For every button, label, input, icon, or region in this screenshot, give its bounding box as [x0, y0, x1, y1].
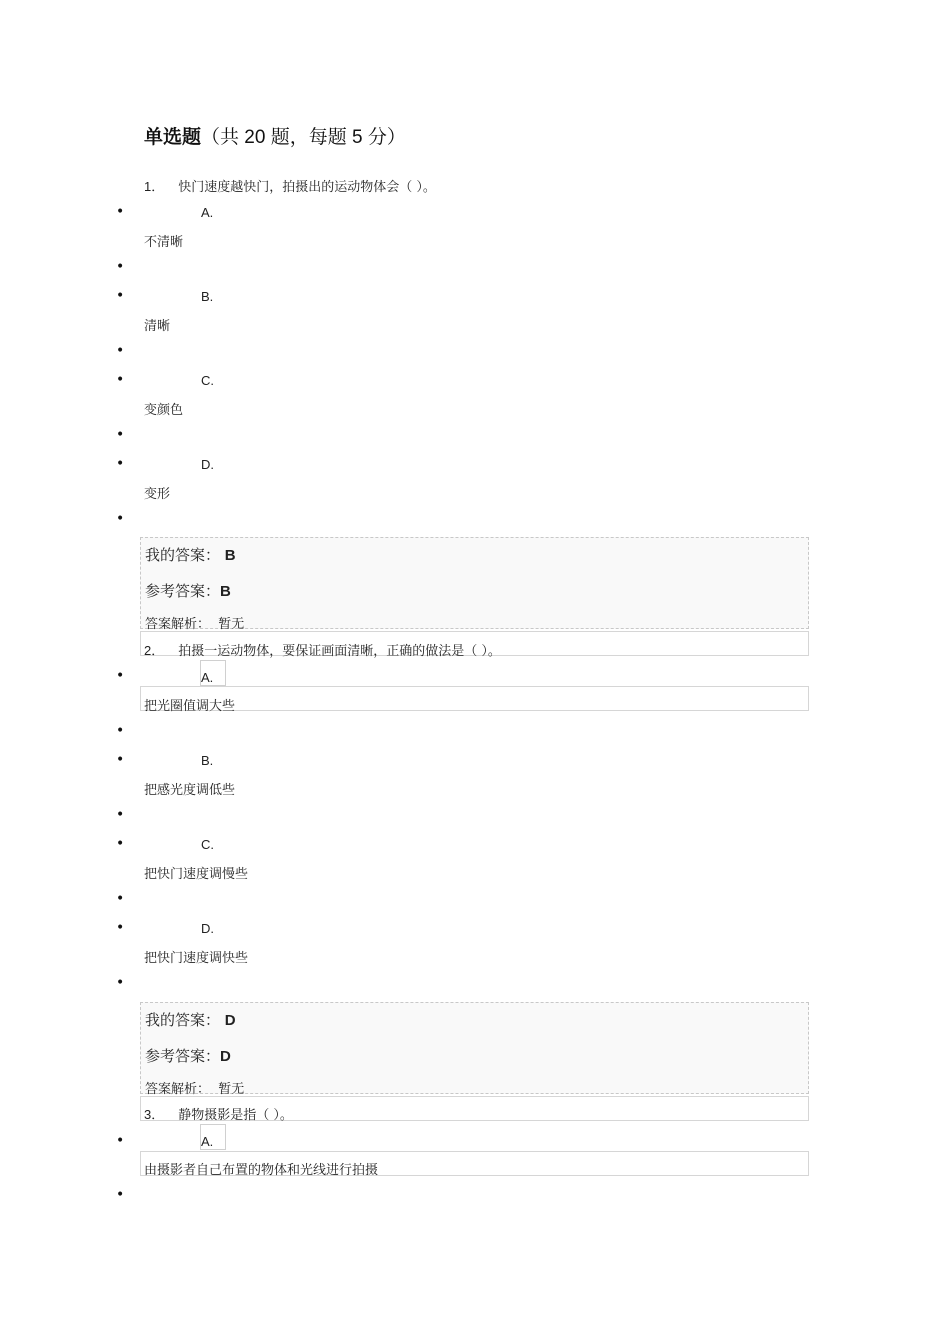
my-answer-value: B	[224, 547, 236, 564]
list-bullet: •	[116, 836, 125, 852]
explanation-value: 暂无	[218, 1082, 245, 1097]
reference-answer	[145, 1045, 231, 1066]
question-number: 1．	[144, 179, 165, 194]
option-text-a[interactable]: 由摄影者自己布置的物体和光线进行拍摄	[144, 1163, 379, 1178]
reference-answer-label: 参考答案：	[145, 1047, 221, 1065]
option-text-c[interactable]: 把快门速度调慢些	[144, 867, 249, 882]
option-a-frame	[140, 686, 809, 711]
list-bullet: •	[116, 1187, 125, 1203]
option-letter-a[interactable]: A.	[201, 1134, 214, 1149]
list-bullet: •	[116, 372, 125, 388]
list-bullet: •	[116, 975, 125, 991]
list-bullet: •	[116, 752, 125, 768]
option-letter-a[interactable]: A.	[201, 670, 214, 685]
list-bullet: •	[116, 511, 125, 527]
option-text-b[interactable]: 把感光度调低些	[144, 783, 236, 798]
option-letter-b[interactable]: B.	[201, 753, 214, 768]
list-bullet: •	[116, 723, 125, 739]
my-answer-label: 我的答案：	[145, 1011, 221, 1029]
option-text-d[interactable]: 变形	[144, 487, 171, 502]
list-bullet: •	[116, 1133, 125, 1149]
answer-panel-2	[140, 1002, 809, 1097]
option-letter-c[interactable]: C.	[201, 373, 214, 388]
option-text-b[interactable]: 清晰	[144, 319, 171, 334]
list-bullet: •	[116, 456, 125, 472]
section-title-detail: （共 20 题，每题 5 分）	[201, 127, 406, 148]
list-bullet: •	[116, 288, 125, 304]
reference-answer-value: B	[220, 583, 231, 600]
answer-explanation	[145, 613, 244, 632]
my-answer-label: 我的答案：	[145, 546, 221, 564]
list-bullet: •	[116, 920, 125, 936]
reference-answer-label: 参考答案：	[145, 582, 221, 600]
option-letter-a[interactable]: A.	[201, 205, 214, 220]
section-title-main: 单选题	[144, 127, 202, 148]
explanation-label: 答案解析：	[145, 1082, 211, 1097]
list-bullet: •	[116, 427, 125, 443]
answer-panel-1	[140, 537, 809, 632]
question-text: 拍摄一运动物体，要保证画面清晰，正确的做法是（ ）。	[178, 644, 501, 659]
answer-explanation	[145, 1078, 244, 1097]
list-bullet: •	[116, 343, 125, 359]
list-bullet: •	[116, 259, 125, 275]
list-bullet: •	[116, 807, 125, 823]
option-text-a[interactable]: 不清晰	[144, 235, 184, 250]
option-letter-d[interactable]: D.	[201, 921, 214, 936]
section-title	[144, 122, 406, 149]
question-text: 快门速度越快门，拍摄出的运动物体会（ ）。	[178, 180, 436, 195]
question-number: 2．	[144, 643, 165, 658]
option-text-d[interactable]: 把快门速度调快些	[144, 951, 249, 966]
explanation-value: 暂无	[218, 617, 245, 632]
list-bullet: •	[116, 668, 125, 684]
option-text-a[interactable]: 把光圈值调大些	[144, 699, 236, 714]
my-answer	[145, 544, 236, 565]
my-answer	[145, 1009, 236, 1030]
reference-answer	[145, 580, 231, 601]
question-3-stem	[144, 1104, 293, 1123]
option-letter-d[interactable]: D.	[201, 457, 214, 472]
list-bullet: •	[116, 891, 125, 907]
question-1-stem	[144, 176, 436, 195]
option-letter-b[interactable]: B.	[201, 289, 214, 304]
question-2-stem	[144, 640, 501, 659]
reference-answer-value: D	[220, 1048, 231, 1065]
question-number: 3．	[144, 1107, 165, 1122]
my-answer-value: D	[224, 1012, 236, 1029]
option-letter-c[interactable]: C.	[201, 837, 214, 852]
list-bullet: •	[116, 204, 125, 220]
explanation-label: 答案解析：	[145, 617, 211, 632]
question-text: 静物摄影是指（ ）。	[178, 1108, 293, 1123]
option-text-c[interactable]: 变颜色	[144, 403, 184, 418]
